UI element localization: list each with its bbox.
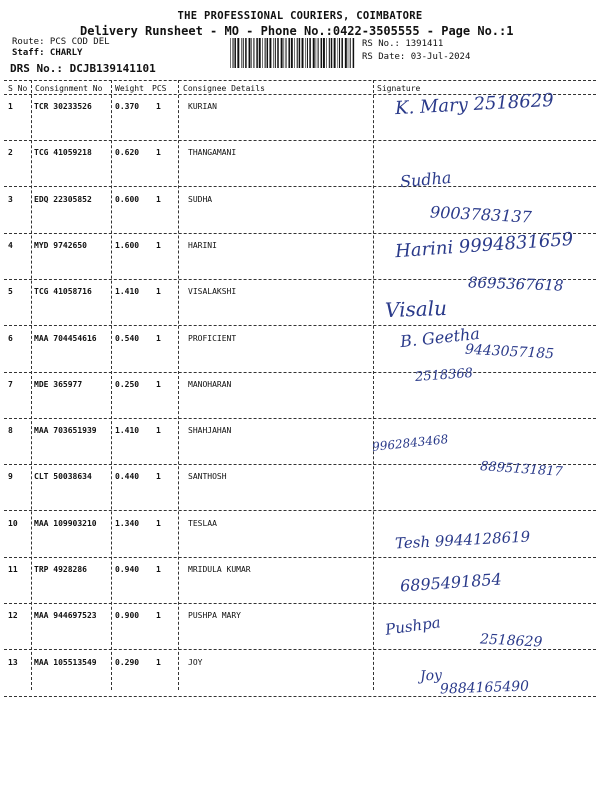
row-pcs: 1 bbox=[156, 148, 161, 158]
row-pcs: 1 bbox=[156, 518, 161, 528]
row-consignment-no: MDE 365977 bbox=[34, 379, 83, 389]
row-consignment-no: TRP 4928286 bbox=[34, 565, 87, 574]
row-separator bbox=[4, 603, 596, 604]
row-consignee: JOY bbox=[188, 657, 203, 667]
row-consignee: PUSHPA MARY bbox=[188, 611, 241, 621]
row-weight: 1.410 bbox=[115, 426, 140, 436]
row-pcs: 1 bbox=[156, 194, 161, 204]
row-pcs: 1 bbox=[156, 240, 161, 250]
row-sno: 3 bbox=[8, 194, 13, 204]
row-pcs: 1 bbox=[156, 379, 161, 389]
row-separator bbox=[4, 510, 596, 511]
rs-date: RS Date: 03-Jul-2024 bbox=[362, 52, 471, 62]
row-consignee: MRIDULA KUMAR bbox=[188, 565, 251, 574]
row-consignment-no: MYD 9742650 bbox=[34, 240, 87, 250]
row-weight: 0.620 bbox=[115, 148, 140, 158]
row-consignee: THANGAMANI bbox=[188, 148, 237, 158]
row-pcs: 1 bbox=[156, 102, 161, 111]
row-consignee: SHAHJAHAN bbox=[188, 426, 232, 436]
row-weight: 1.340 bbox=[115, 518, 140, 528]
col-header-pcs: PCS bbox=[152, 84, 167, 93]
row-weight: 0.940 bbox=[115, 565, 140, 574]
row-sno: 8 bbox=[8, 426, 13, 436]
row-signature: 2518368 bbox=[414, 365, 474, 385]
col-header-consignment: Consignment No bbox=[35, 84, 103, 93]
col-header-consignee: Consignee Details bbox=[183, 84, 265, 93]
row-signature-extra: 2518629 bbox=[479, 631, 543, 651]
row-weight: 0.540 bbox=[115, 333, 140, 343]
row-consignment-no: MAA 703651939 bbox=[34, 426, 97, 436]
row-weight: 0.370 bbox=[115, 102, 140, 111]
row-sno: 11 bbox=[8, 565, 18, 574]
row-sno: 7 bbox=[8, 379, 13, 389]
row-consignment-no: TCR 30233526 bbox=[34, 102, 92, 111]
row-separator bbox=[4, 372, 596, 373]
row-consignment-no: EDQ 22305852 bbox=[34, 194, 92, 204]
row-separator bbox=[4, 186, 596, 187]
row-pcs: 1 bbox=[156, 657, 161, 667]
row-signature: Harini 9994831659 bbox=[394, 228, 574, 263]
row-signature: B. Geetha bbox=[399, 323, 481, 351]
row-consignment-no: MAA 105513549 bbox=[34, 657, 97, 667]
row-sno: 13 bbox=[8, 657, 18, 667]
row-weight: 0.600 bbox=[115, 194, 140, 204]
row-consignee: KURIAN bbox=[188, 102, 217, 111]
row-pcs: 1 bbox=[156, 287, 161, 297]
row-signature-extra: Visalu bbox=[384, 296, 448, 323]
table-top-rule bbox=[4, 80, 596, 81]
company-title: THE PROFESSIONAL COURIERS, COIMBATORE bbox=[177, 10, 423, 22]
row-sno: 6 bbox=[8, 333, 13, 343]
row-consignee: VISALAKSHI bbox=[188, 287, 237, 297]
runsheet-title: Delivery Runsheet - MO - Phone No.:0422-3505555 - Page No.:1 bbox=[80, 24, 514, 38]
row-consignment-no: MAA 109903210 bbox=[34, 518, 97, 528]
staff-label: Staff: CHARLY bbox=[12, 48, 83, 58]
row-signature-extra: 9884165490 bbox=[439, 678, 530, 698]
col-header-weight: Weight bbox=[115, 84, 144, 93]
row-weight: 1.410 bbox=[115, 287, 140, 297]
row-weight: 0.290 bbox=[115, 657, 140, 667]
row-signature: 6895491854 bbox=[399, 569, 503, 596]
row-pcs: 1 bbox=[156, 333, 161, 343]
row-signature: K. Mary 2518629 bbox=[394, 89, 555, 120]
row-consignment-no: CLT 50038634 bbox=[34, 472, 92, 482]
row-separator bbox=[4, 649, 596, 650]
col-header-sno: S No bbox=[8, 84, 28, 93]
row-signature: Joy bbox=[419, 667, 443, 685]
row-consignee: PROFICIENT bbox=[188, 333, 237, 343]
row-signature: 8695367618 bbox=[467, 273, 564, 295]
col-divider-2 bbox=[111, 80, 112, 690]
row-signature: 9962843468 bbox=[371, 432, 449, 455]
row-separator bbox=[4, 140, 596, 141]
row-signature: 9003783137 bbox=[429, 201, 533, 227]
row-consignee: SUDHA bbox=[188, 194, 213, 204]
row-consignee: HARINI bbox=[188, 240, 217, 250]
row-pcs: 1 bbox=[156, 472, 161, 482]
row-separator bbox=[4, 696, 596, 697]
row-weight: 0.250 bbox=[115, 379, 140, 389]
row-sno: 2 bbox=[8, 148, 13, 158]
row-separator bbox=[4, 325, 596, 326]
row-signature: Sudha bbox=[399, 168, 453, 192]
row-sno: 9 bbox=[8, 472, 13, 482]
bleed-through-text bbox=[505, 36, 585, 76]
col-header-signature: Signature bbox=[377, 84, 421, 93]
row-weight: 0.440 bbox=[115, 472, 140, 482]
row-consignee: TESLAA bbox=[188, 518, 217, 528]
drs-number: DRS No.: DCJB139141101 bbox=[10, 62, 156, 75]
row-consignee: SANTHOSH bbox=[188, 472, 227, 482]
row-signature: 8895131817 bbox=[479, 459, 564, 481]
col-divider-4 bbox=[373, 80, 374, 690]
row-signature-extra: 9443057185 bbox=[464, 341, 555, 362]
row-signature: Pushpa bbox=[384, 613, 442, 640]
row-signature: Tesh 9944128619 bbox=[394, 527, 531, 553]
rs-number: RS No.: 1391411 bbox=[362, 39, 444, 49]
row-sno: 10 bbox=[8, 518, 18, 528]
row-sno: 5 bbox=[8, 287, 13, 297]
row-sno: 1 bbox=[8, 102, 13, 111]
row-consignment-no: MAA 944697523 bbox=[34, 611, 97, 621]
row-consignment-no: TCG 41059218 bbox=[34, 148, 92, 158]
row-separator bbox=[4, 557, 596, 558]
row-weight: 1.600 bbox=[115, 240, 140, 250]
row-weight: 0.900 bbox=[115, 611, 140, 621]
col-divider-3 bbox=[178, 80, 179, 690]
row-consignment-no: MAA 704454616 bbox=[34, 333, 97, 343]
route-label: Route: PCS COD DEL bbox=[12, 37, 110, 47]
row-sno: 12 bbox=[8, 611, 18, 621]
row-pcs: 1 bbox=[156, 611, 161, 621]
barcode-image bbox=[228, 38, 356, 68]
row-pcs: 1 bbox=[156, 565, 161, 574]
row-separator bbox=[4, 418, 596, 419]
row-consignment-no: TCG 41058716 bbox=[34, 287, 92, 297]
col-divider-1 bbox=[31, 80, 32, 690]
row-sno: 4 bbox=[8, 240, 13, 250]
row-consignee: MANOHARAN bbox=[188, 379, 232, 389]
row-pcs: 1 bbox=[156, 426, 161, 436]
